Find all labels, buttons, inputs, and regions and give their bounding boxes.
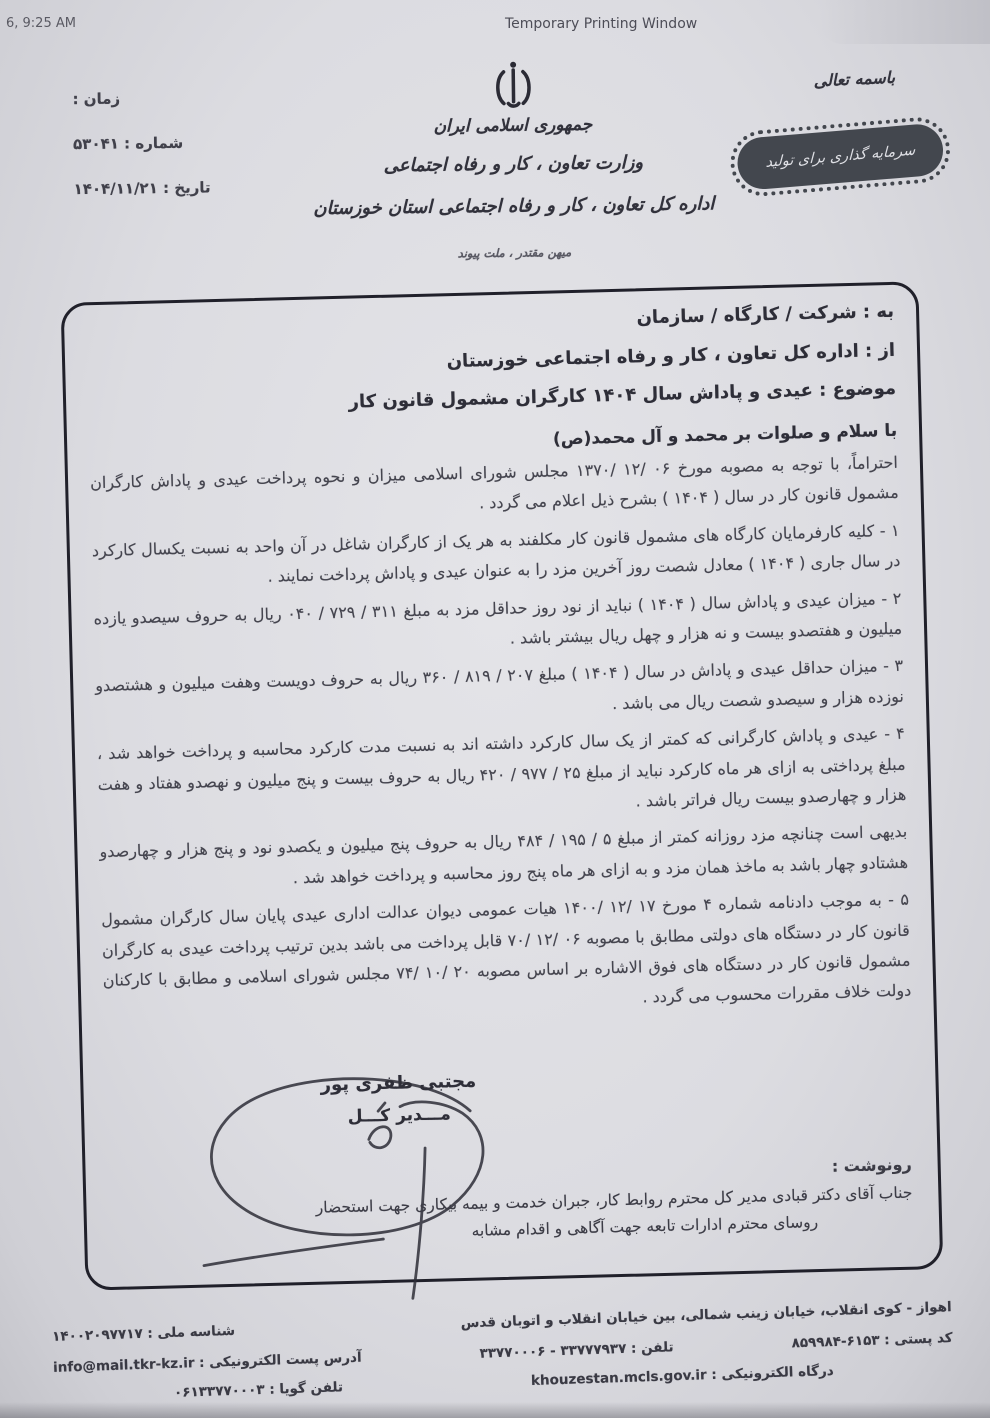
signature-block — [233, 1068, 564, 1129]
iran-national-emblem-icon — [486, 57, 541, 116]
stamp-slogan-text: سرمایه گذاری برای تولید — [765, 142, 916, 171]
footer-portal: درگاه الکترونیکی : khouzestan.mcls.gov.ir — [530, 1362, 834, 1390]
meta-number-field: شماره : ۵۳۰۴۱ — [72, 133, 184, 154]
letterhead-country-title: جمهوری اسلامی ایران — [433, 114, 593, 137]
basmala-text: باسمه تعالی — [813, 67, 896, 91]
item-3-paragraph: ۳ - میزان حداقل عیدی و پاداش در سال ( ۱۴۰۴ ) مبلغ ۲۰۷ / ۸۱۹ / ۳۶۰ ریال به حروف دویست وهفت میلیون و هشتصدو نوزده هزار و سیصدو شصت ریال می باشد . — [95, 656, 905, 713]
item-2-paragraph: ۲ - میزان عیدی و پاداش سال ( ۱۴۰۴ ) نباید از نود روز حداقل مزد به مبلغ ۳۱۱ / ۷۲۹ / ۰۴۰ ریال به حروف سیصدو یازده میلیون و هفتصدو بیست و نه هزار و چهل ریال بیشتر باشد . — [93, 588, 903, 648]
cc-line-1: جناب آقای دکتر قبادی مدیر کل محترم روابط کار، جبران خدمت و بیمه بیکاری جهت استحضار — [315, 1183, 913, 1217]
recipient-from-line: از : اداره کل تعاون ، کار و رفاه اجتماعی خوزستان — [446, 339, 896, 372]
stamp-body — [735, 122, 945, 191]
item-4-paragraph: ۴ - عیدی و پاداش کارگرانی که کمتر از یک سال کارکرد داشته اند به نسبت مدت کارکرد محاسبه و پرداخت خواهد شد ، مبلغ پرداختی به ازای هر ماه کارکرد نباید از مبلغ ۲۵ / ۹۷۷ / ۴۲۰ ریال به حروف بیست و پنج میلیون و نهصدو هفتاد و هفت هزار و چهارصدو بیست ریال فراتر باشد . — [96, 723, 907, 811]
photo-bottom-shadow — [0, 1402, 990, 1418]
footer-voice-phone: تلفن گویا : ۰۶۱۳۳۷۷۰۰۰۳ — [173, 1379, 344, 1401]
cc-block — [112, 1155, 914, 1249]
emblem-tashdid — [510, 62, 516, 68]
recipient-subject-line: موضوع : عیدی و پاداش سال ۱۴۰۴ کارگران مشمول قانون کار — [348, 378, 897, 414]
footer-email: آدرس پست الکترونیکی : info@mail.tkr-kz.ir — [52, 1349, 362, 1376]
recipient-block — [86, 293, 897, 429]
print-timestamp: 6, 9:25 AM — [6, 16, 76, 31]
letterhead-department-title: اداره کل تعاون ، کار و رفاه اجتماعی استان خوزستان — [313, 193, 715, 220]
meta-time-field: زمان : — [72, 89, 121, 109]
cc-line-2: روسای محترم ادارات تابعه جهت آگاهی و اقدام مشابه — [471, 1213, 819, 1240]
footer-postal-code: کد پستی : ۶۱۵۳-۸۵۹۹۸۴ — [791, 1330, 953, 1352]
recipient-to-line: به : شرکت / کارگاه / سازمان — [636, 300, 895, 329]
footer-phone: تلفن : ۳۳۷۷۷۹۳۷ - ۳۳۷۷۰۰۰۶ — [479, 1339, 674, 1362]
intro-paragraph: احتراماً، با توجه به مصوبه مورخ ۰۶ /۱۲ /۱۳۷۰ مجلس شورای اسلامی میزان و نحوه پرداخت عیدی و پاداش کارگران مشمول قانون کار در سال ( ۱۴۰۴ ) بشرح ذیل اعلام می گردد . — [89, 452, 899, 513]
letter-meta-block — [72, 74, 304, 212]
meta-date-field: تاریخ : ۱۴۰۴/۱۱/۲۱ — [73, 178, 211, 199]
letter-paragraphs — [90, 448, 912, 1027]
item-1-paragraph: ۱ - کلیه کارفرمایان کارگاه های مشمول قانون کار مکلفند به هر یک از کارگران شاغل در آن واحد به نسبت یکسال کارکرد در سال جاری ( ۱۴۰۴ ) معادل شصت روز آخرین مزد را به عنوان عیدی و پاداش پرداخت نمایند . — [91, 520, 901, 587]
salutation-line: با سلام و صلوات بر محمد و آل محمد(ص) — [552, 420, 898, 450]
letterhead-slogan: میهن مقتدر ، ملت پیوند — [457, 245, 572, 261]
signatory-title: مـــدیر کـــل — [347, 1104, 452, 1127]
letter-body — [64, 284, 941, 1287]
print-window-title: Temporary Printing Window — [505, 16, 698, 32]
note-paragraph: بدیهی است چنانچه مزد روزانه کمتر از مبلغ ۵ / ۱۹۵ / ۴۸۴ ریال به حروف پنج میلیون و یکصدو نود و پنج هزار و چهارصدو هشتادو چهار باشد به ماخذ همان مزد و به ازای هر ماه پنج روز محاسبه و پرداخت خواهد شد . — [99, 822, 909, 887]
footer-national-id: شناسه ملی : ۱۴۰۰۲۰۹۷۷۱۷ — [51, 1322, 236, 1345]
letterhead-ministry-title: وزارت تعاون ، کار و رفاه اجتماعی — [383, 152, 644, 177]
cc-label: رونوشت : — [831, 1154, 912, 1176]
signatory-name: مجتبی ظفری پور — [320, 1070, 477, 1096]
footer-address: اهواز - کوی انقلاب، خیابان زینب شمالی، بین خیابان انقلاب و اتوبان قدس — [460, 1299, 952, 1332]
letterhead-footer — [52, 1299, 954, 1405]
letter-border-frame — [61, 281, 944, 1290]
item-5-paragraph: ۵ - به موجب دادنامه شماره ۴ مورخ ۱۷ /۱۲ /۱۴۰۰ هیات عمومی دیوان عدالت اداری عیدی پایان سال کارگران مشمول قانون کار در دستگاه های دولتی مطابق با مصوبه ۰۶ /۱۲ /۷۰ قابل پرداخت می باشد بدین ترتیب پرداخت عیدی به کارگران مشمول قانون کار در دستگاه های فوق الاشاره بر اساس مصوبه ۲۰ /۱۰ /۷۴ مجلس شورای اسلامی و مطابق با کارکنان دولت خلاف مقررات محسوب می گردد . — [100, 889, 912, 1007]
